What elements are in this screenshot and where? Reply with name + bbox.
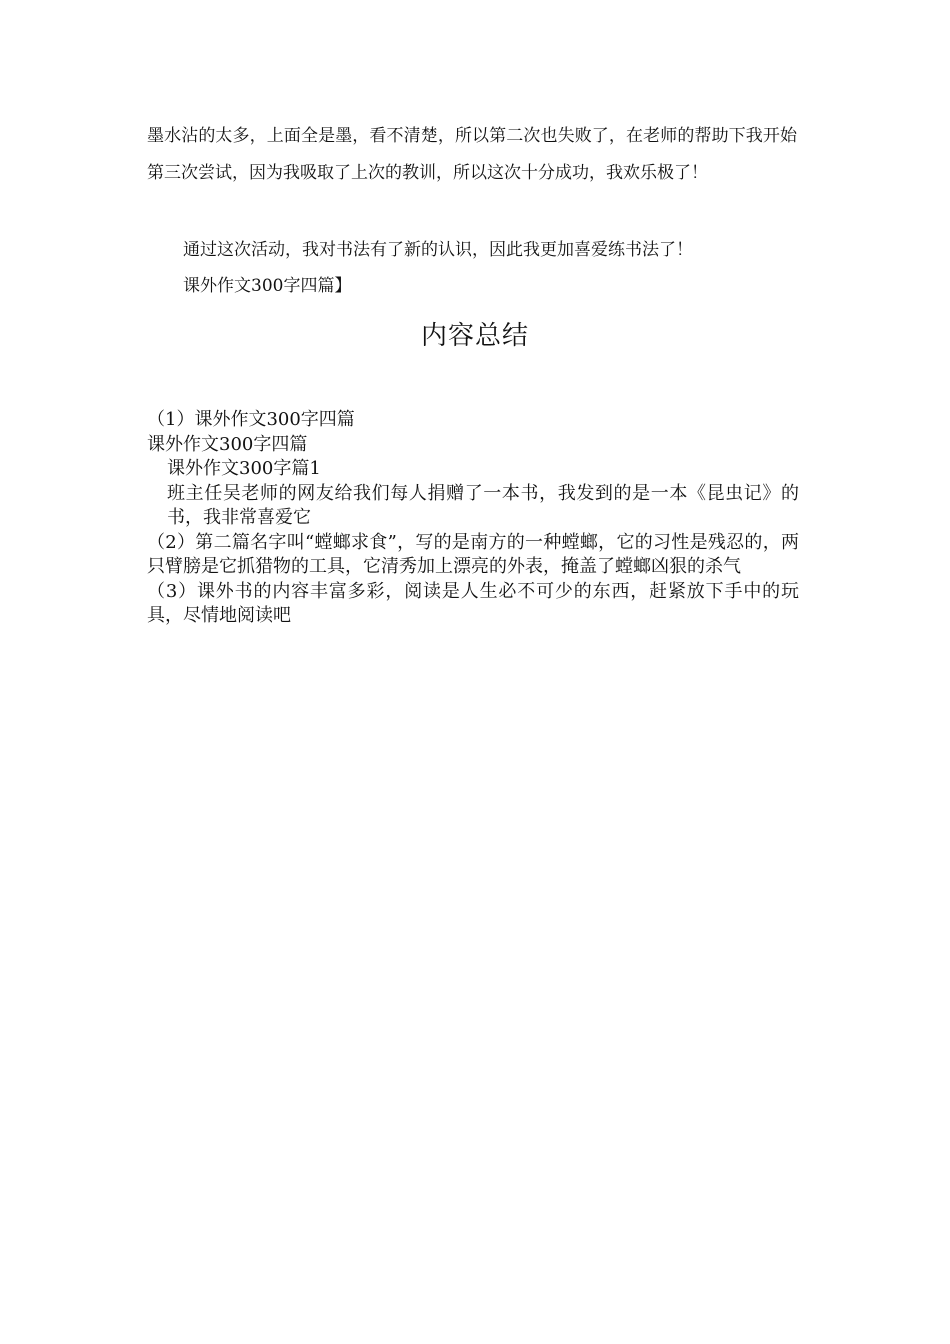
summary-line: 课外作文300字篇1 xyxy=(167,458,321,479)
summary-line: （2）第二篇名字叫“螳螂求食”，写的是南方的一种螳螂，它的习性是残忍的，两只臂膀是它抓猎物的工具，它清秀加上漂亮的外表，掩盖了螳螂凶狠的杀气 xyxy=(147,531,799,577)
body-paragraph: 墨水沾的太多，上面全是墨，看不清楚，所以第二次也失败了，在老师的帮助下我开始第三次尝试，因为我吸取了上次的教训，所以这次十分成功，我欢乐极了！ xyxy=(147,126,797,183)
summary-heading: 内容总结 xyxy=(420,321,529,351)
summary-line: （3）课外书的内容丰富多彩，阅读是人生必不可少的东西，赶紧放下手中的玩具，尽情地阅读吧 xyxy=(147,580,799,626)
summary-line: 课外作文300字四篇 xyxy=(147,433,308,455)
summary-line: （1）课外作文300字四篇 xyxy=(147,409,355,430)
summary-line: 班主任吴老师的网友给我们每人捐赠了一本书，我发到的是一本《昆虫记》的书，我非常喜爱它 xyxy=(167,482,799,528)
body-paragraph: 课外作文300字四篇】 xyxy=(183,276,352,296)
body-paragraph: 通过这次活动，我对书法有了新的认识，因此我更加喜爱练书法了！ xyxy=(183,240,693,260)
summary-section xyxy=(147,408,799,629)
